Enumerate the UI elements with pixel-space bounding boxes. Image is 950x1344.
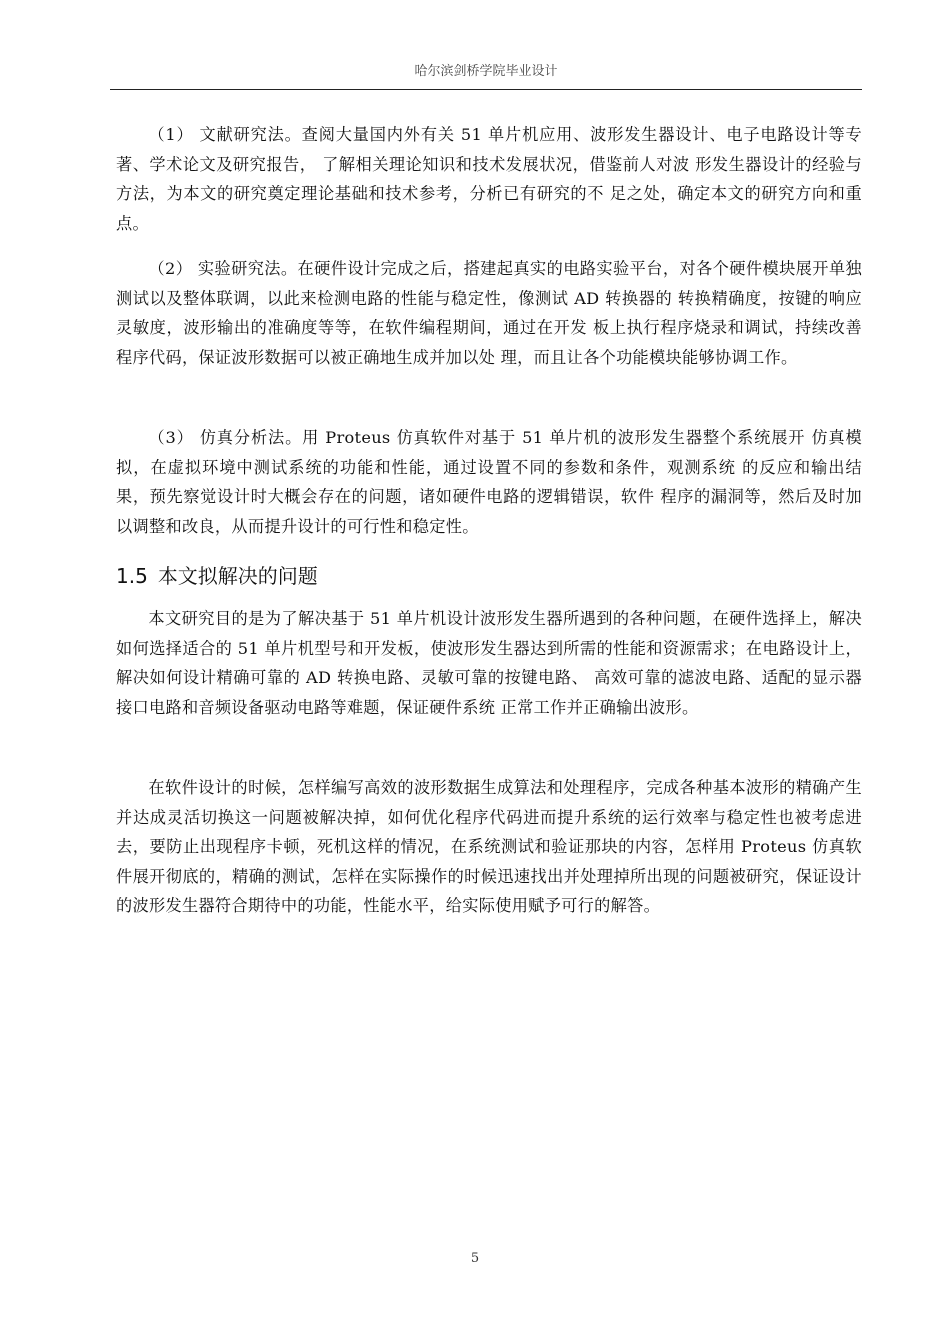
section-title: 本文拟解决的问题 [157, 564, 318, 588]
paragraph-literature-research: （1） 文献研究法。查阅大量国内外有关 51 单片机应用、波形发生器设计、电子电路设计等专著、学术论文及研究报告， 了解相关理论知识和技术发展状况，借鉴前人对波 形发生器设计的经验与方法，为本文的研究奠定理论基础和技术参考，分析已有研究的不 足之处，确定本文的研究方向和重点。 [116, 125, 862, 233]
paragraph-software-design: 在软件设计的时候，怎样编写高效的波形数据生成算法和处理程序，完成各种基本波形的精确产生并达成灵活切换这一问题被解决掉，如何优化程序代码进而提升系统的运行效率与稳定性也被考虑进去，要防止出现程序卡顿，死机这样的情况，在系统测试和验证那块的内容，怎样用 Proteus 仿真软件展开彻底的，精确的测试，怎样在实际操作的时候迅速找出并处理掉所出现的问题被研究，保证设计的波形发生器符合期待中的功能，性能水平，给实际使用赋予可行的解答。 [116, 778, 862, 915]
page-header [110, 62, 862, 90]
paragraph-research-goal: 本文研究目的是为了解决基于 51 单片机设计波形发生器所遇到的各种问题，在硬件选择上，解决如何选择适合的 51 单片机型号和开发板，使波形发生器达到所需的性能和资源需求；在电路设计上，解决如何设计精确可靠的 AD 转换电路、灵敏可靠的按键电路、 高效可靠的滤波电路、适配的显示器接口电路和音频设备驱动电路等难题，保证硬件系统 正常工作并正确输出波形。 [116, 609, 862, 717]
header-title: 哈尔滨剑桥学院毕业设计 [414, 64, 558, 79]
section-number: 1.5 [116, 564, 148, 588]
paragraph-experimental-research: （2） 实验研究法。在硬件设计完成之后，搭建起真实的电路实验平台，对各个硬件模块展开单独测试以及整体联调，以此来检测电路的性能与稳定性，像测试 AD 转换器的 转换精确度，按键的响应灵敏度，波形输出的准确度等等，在软件编程期间，通过在开发 板上执行程序烧录和调试，持续改善程序代码，保证波形数据可以被正确地生成并加以处 理，而且让各个功能模块能够协调工作。 [116, 259, 862, 367]
paragraph-simulation-analysis: （3） 仿真分析法。用 Proteus 仿真软件对基于 51 单片机的波形发生器整个系统展开 仿真模拟，在虚拟环境中测试系统的功能和性能，通过设置不同的参数和条件，观测系统 的反应和输出结果，预先察觉设计时大概会存在的问题，诸如硬件电路的逻辑错误，软件 程序的漏洞等，然后及时加以调整和改良，从而提升设计的可行性和稳定性。 [116, 428, 862, 536]
section-heading [116, 561, 862, 591]
page-number: 5 [470, 1251, 480, 1266]
